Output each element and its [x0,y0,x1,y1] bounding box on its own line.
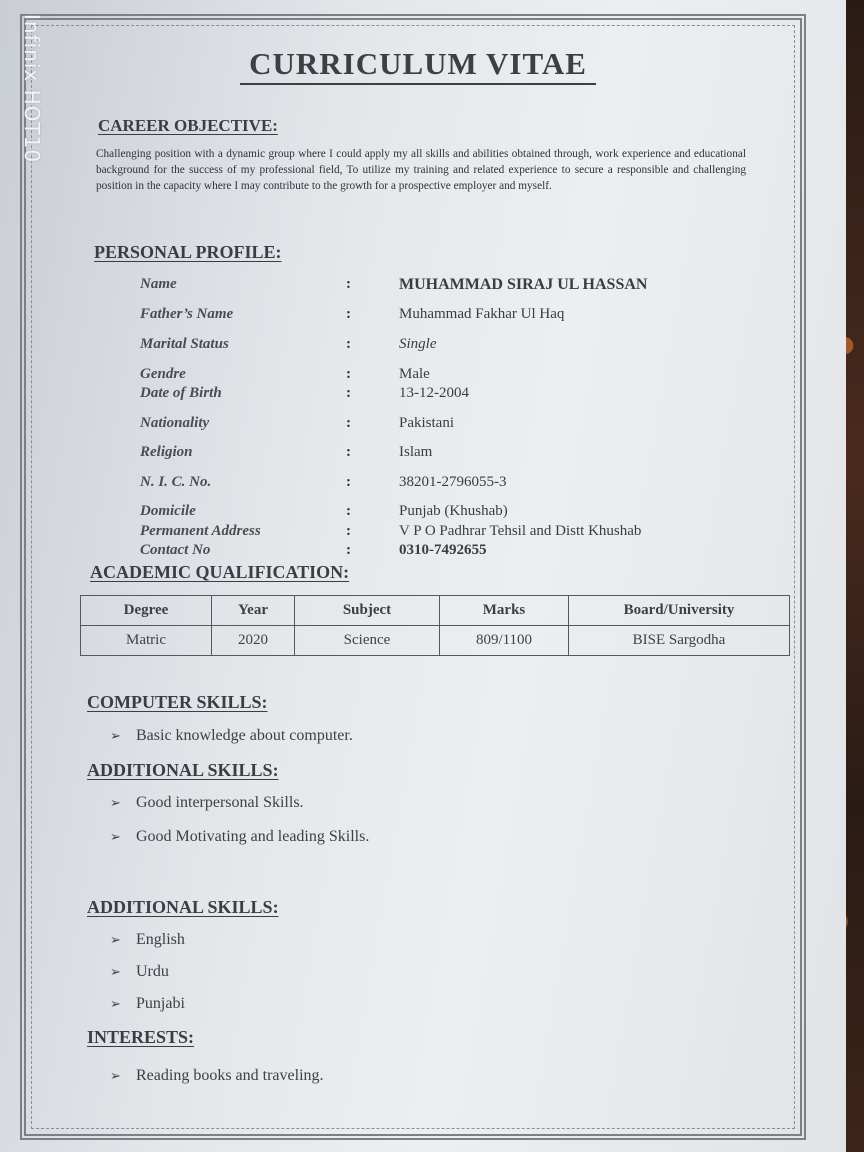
profile-colon: : [346,276,351,292]
list-item [110,727,353,745]
additional-skills-heading: ADDITIONAL SKILLS: [87,760,279,780]
academic-table [80,595,790,656]
academic-qualification-heading: ACADEMIC QUALIFICATION: [90,562,350,582]
column-header: Year [212,596,295,626]
camera-watermark: Infinix HOT10 [20,14,44,164]
profile-label: Name [140,276,177,292]
column-header: Board/University [569,596,790,626]
list-item [110,931,185,949]
profile-value: Islam [399,444,433,460]
profile-value: Punjab (Khushab) [399,503,508,519]
list-item [110,1067,324,1085]
table-header-row [81,596,790,626]
profile-label: Date of Birth [140,385,222,401]
profile-colon: : [346,474,351,490]
profile-label: Marital Status [140,336,229,352]
profile-colon: : [346,336,351,352]
profile-label: Permanent Address [140,523,261,539]
arrow-bullet-icon: ➢ [110,996,121,1011]
column-header: Degree [81,596,212,626]
arrow-bullet-icon: ➢ [110,964,121,979]
list-item [110,828,369,846]
list-item-text: Urdu [136,963,169,980]
profile-value: V P O Padhrar Tehsil and Distt Khushab [399,523,642,539]
list-item-text: Basic knowledge about computer. [136,727,353,744]
computer-skills-heading: COMPUTER SKILLS: [87,692,268,712]
profile-value: 13-12-2004 [399,385,469,401]
column-header: Subject [295,596,440,626]
profile-colon: : [346,542,351,558]
career-objective-text: Challenging position with a dynamic group where I could apply my all skills and abilities obtained through, work experience and educational background for the success of my professional field, To utilize my training and related experience to secure a responsible and challenging position in the capacity where I may contribute to the growth for a prospective employer and myself. [96,148,746,192]
profile-colon: : [346,503,351,519]
list-item [110,963,169,981]
personal-profile-heading: PERSONAL PROFILE: [94,242,282,262]
profile-colon: : [346,523,351,539]
table-cell: Science [295,626,440,656]
interests-heading: INTERESTS: [87,1027,195,1047]
profile-colon: : [346,444,351,460]
arrow-bullet-icon: ➢ [110,795,121,810]
profile-colon: : [346,306,351,322]
list-item-text: English [136,931,185,948]
arrow-bullet-icon: ➢ [110,829,121,844]
table-cell: BISE Sargodha [569,626,790,656]
page-title: CURRICULUM VITAE [240,46,596,85]
profile-label: Contact No [140,542,211,558]
profile-value: Muhammad Fakhar Ul Haq [399,306,565,322]
profile-value: 0310-7492655 [399,542,487,558]
languages-heading: ADDITIONAL SKILLS: [87,897,279,917]
arrow-bullet-icon: ➢ [110,728,121,743]
profile-label: Domicile [140,503,196,519]
arrow-bullet-icon: ➢ [110,932,121,947]
table-row [81,626,790,656]
profile-colon: : [346,415,351,431]
profile-value: Male [399,366,430,382]
table-cell: Matric [81,626,212,656]
list-item [110,995,185,1013]
list-item-text: Good interpersonal Skills. [136,794,304,811]
table-cell: 2020 [212,626,295,656]
list-item-text: Good Motivating and leading Skills. [136,828,370,845]
list-item [110,794,304,812]
arrow-bullet-icon: ➢ [110,1068,121,1083]
profile-value: 38201-2796055-3 [399,474,507,490]
profile-label: Father’s Name [140,306,234,322]
profile-value: MUHAMMAD SIRAJ UL HASSAN [399,276,648,293]
profile-value: Pakistani [399,415,454,431]
table-cell: 809/1100 [440,626,569,656]
list-item-text: Punjabi [136,995,185,1012]
list-item-text: Reading books and traveling. [136,1067,324,1084]
career-objective-heading: CAREER OBJECTIVE: [98,116,278,135]
profile-value: Single [399,336,437,352]
profile-label: Nationality [140,415,210,431]
column-header: Marks [440,596,569,626]
profile-label: Gendre [140,366,186,382]
profile-label: N. I. C. No. [140,474,212,490]
profile-colon: : [346,385,351,401]
profile-colon: : [346,366,351,382]
profile-label: Religion [140,444,193,460]
